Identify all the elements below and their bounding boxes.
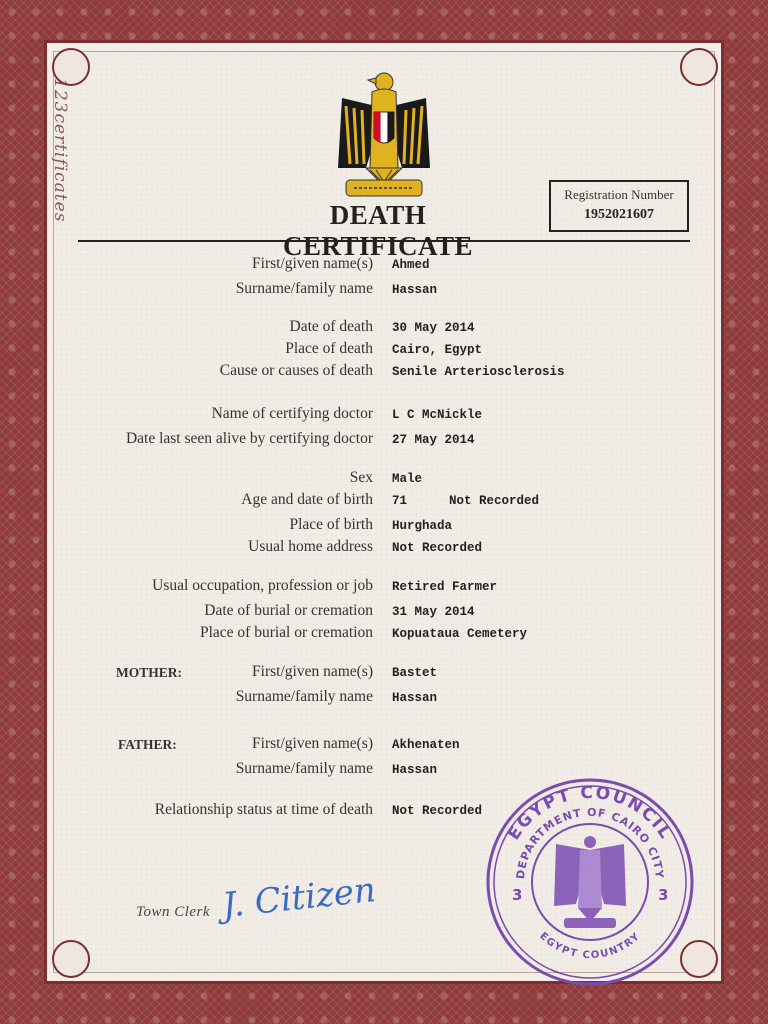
date-of-death-value: 30 May 2014 (392, 321, 475, 335)
registration-number: 1952021607 (584, 207, 654, 222)
certifying-doctor-label: Name of certifying doctor (211, 405, 373, 422)
title-divider (78, 240, 690, 242)
age-value: 71 (392, 494, 408, 508)
svg-text:EGYPT COUNTRY: EGYPT COUNTRY (537, 930, 643, 962)
father-heading: FATHER: (118, 737, 177, 752)
home-address-value: Not Recorded (392, 541, 483, 555)
burial-place-label: Place of burial or cremation (199, 624, 373, 641)
town-clerk-label: Town Clerk (136, 904, 211, 920)
mother-surname-value: Hassan (392, 691, 438, 705)
burial-date-label: Date of burial or cremation (204, 602, 373, 619)
dob-value: Not Recorded (449, 494, 540, 508)
place-of-death-label: Place of death (285, 340, 373, 357)
burial-place-value: Kopuataua Cemetery (392, 627, 528, 641)
first-name-label: First/given name(s) (252, 255, 373, 272)
svg-text:EGYPT COUNCIL: EGYPT COUNCIL (503, 782, 677, 844)
place-of-birth-value: Hurghada (392, 519, 453, 533)
occupation-value: Retired Farmer (392, 580, 498, 594)
svg-text:DEPARTMENT OF CAIRO CITY: DEPARTMENT OF CAIRO CITY (513, 805, 667, 880)
corner-ornament (52, 940, 90, 978)
father-first-name-value: Akhenaten (392, 738, 460, 752)
eagle-emblem-icon (336, 68, 432, 200)
certificate-title: DEATH CERTIFICATE (282, 200, 474, 261)
home-address-label: Usual home address (248, 538, 373, 555)
mother-first-name-value: Bastet (392, 666, 438, 680)
relationship-value: Not Recorded (392, 804, 483, 818)
relationship-label: Relationship status at time of death (154, 801, 373, 818)
first-name-value: Ahmed (392, 258, 430, 272)
registration-box (549, 180, 689, 232)
svg-text:3: 3 (658, 886, 669, 904)
last-seen-label: Date last seen alive by certifying doctor (125, 430, 373, 447)
brand-watermark: 123certificates (50, 78, 70, 223)
mother-first-name-label: First/given name(s) (252, 663, 373, 680)
date-of-death-label: Date of death (289, 318, 373, 335)
cause-of-death-value: Senile Arteriosclerosis (392, 365, 565, 379)
surname-label: Surname/family name (235, 280, 373, 297)
age-dob-label: Age and date of birth (241, 491, 373, 508)
place-of-birth-label: Place of birth (289, 516, 373, 533)
father-surname-label: Surname/family name (235, 760, 373, 777)
sex-label: Sex (349, 469, 373, 486)
registration-label: Registration Number (564, 187, 674, 202)
certifying-doctor-value: L C McNickle (392, 408, 483, 422)
father-surname-value: Hassan (392, 763, 438, 777)
mother-heading: MOTHER: (116, 665, 182, 680)
burial-date-value: 31 May 2014 (392, 605, 475, 619)
cause-of-death-label: Cause or causes of death (219, 362, 373, 379)
svg-text:3: 3 (512, 886, 523, 904)
official-seal (484, 776, 696, 988)
mother-surname-label: Surname/family name (235, 688, 373, 705)
place-of-death-value: Cairo, Egypt (392, 343, 483, 357)
corner-ornament (680, 48, 718, 86)
sex-value: Male (392, 472, 423, 486)
occupation-label: Usual occupation, profession or job (152, 577, 373, 594)
clerk-signature: J. Citizen (220, 870, 378, 926)
last-seen-value: 27 May 2014 (392, 433, 475, 447)
surname-value: Hassan (392, 283, 438, 297)
father-first-name-label: First/given name(s) (252, 735, 373, 752)
